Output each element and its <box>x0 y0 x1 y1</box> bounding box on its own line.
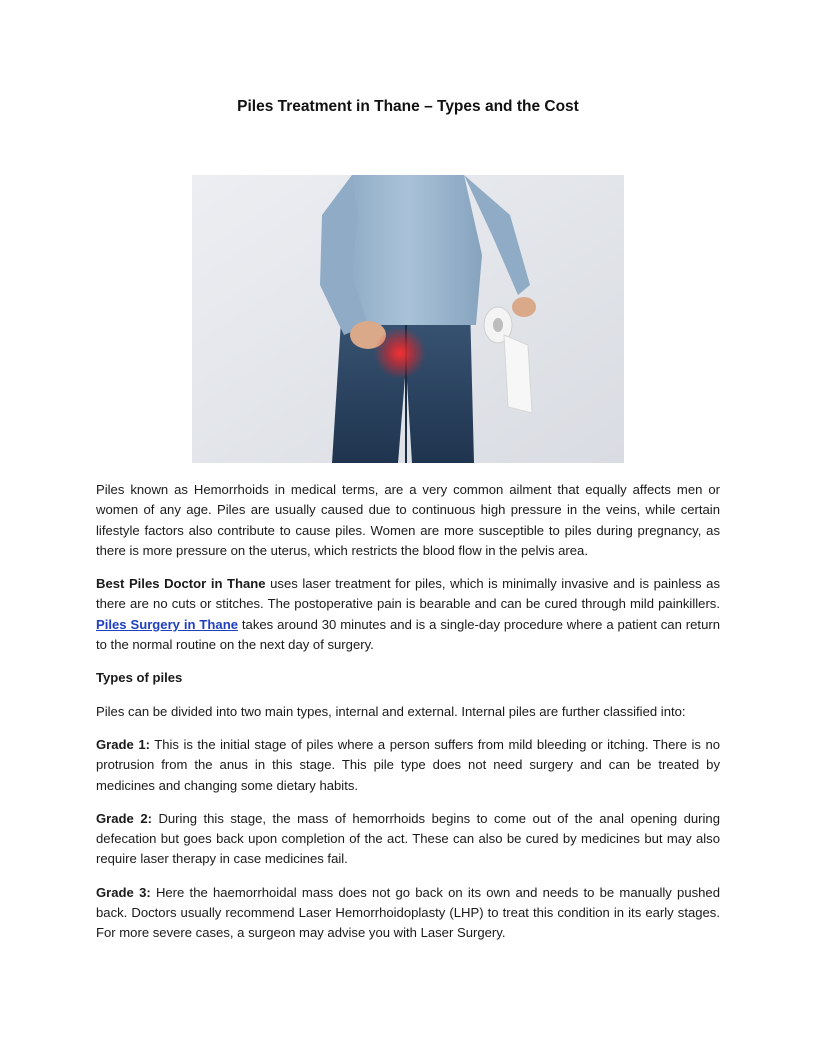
page-title: Piles Treatment in Thane – Types and the Cost <box>237 98 579 115</box>
doctor-bold-text: Best Piles Doctor in Thane <box>96 576 266 592</box>
grade1-label: Grade 1: <box>96 736 150 752</box>
doctor-text-2: takes around 30 minutes and is a single-day procedure where a patient can return to the normal routine on the next day of surgery. <box>96 616 720 653</box>
types-intro-text: Piles can be divided into two main types, internal and external. Internal piles are further classified into: <box>96 703 686 719</box>
intro-text: Piles known as Hemorrhoids in medical terms, are a very common ailment that equally affects men or women of any age. Piles are usually caused due to continuous high pressure in the veins, while certain lifestyle factors also contribute to cause piles. Women are more susceptible to piles during pregnancy, as there is more pressure on the uterus, which restricts the blood flow in the pelvis area. <box>96 482 720 558</box>
types-heading: Types of piles <box>96 670 183 686</box>
piles-surgery-link[interactable]: Piles Surgery in Thane <box>96 616 238 632</box>
man-holding-toilet-paper-photo <box>192 175 624 463</box>
intro-paragraph <box>96 480 720 561</box>
hero-image <box>192 175 624 463</box>
doctor-paragraph <box>96 574 720 655</box>
doctor-text-1: uses laser treatment for piles, which is minimally invasive and is painless as there are no cuts or stitches. The postoperative pain is bearable and can be cured through mild painkillers. <box>96 576 720 612</box>
grade1-paragraph <box>96 735 720 796</box>
article-body <box>96 480 720 957</box>
grade2-paragraph <box>96 809 720 870</box>
grade1-text: This is the initial stage of piles where a person suffers from mild bleeding or itching. There is no protrusion from the anus in this stage. This pile type does not need surgery and can be treated by medicines and changing some dietary habits. <box>96 736 721 793</box>
types-intro-paragraph <box>96 702 720 722</box>
grade2-text: During this stage, the mass of hemorrhoids begins to come out of the anal opening during defecation but goes back upon completion of the act. These can also be cured by medicines but may also require laser therapy in case medicines fail. <box>96 810 721 867</box>
grade3-text: Here the haemorrhoidal mass does not go back on its own and needs to be manually pushed back. Doctors usually recommend Laser Hemorrhoidoplasty (LHP) to treat this condition in its early stages. For more severe cases, a surgeon may advise you with Laser Surgery. <box>96 884 720 941</box>
grade2-label: Grade 2: <box>96 810 152 826</box>
grade3-label: Grade 3: <box>96 884 151 900</box>
grade3-paragraph <box>96 883 720 944</box>
